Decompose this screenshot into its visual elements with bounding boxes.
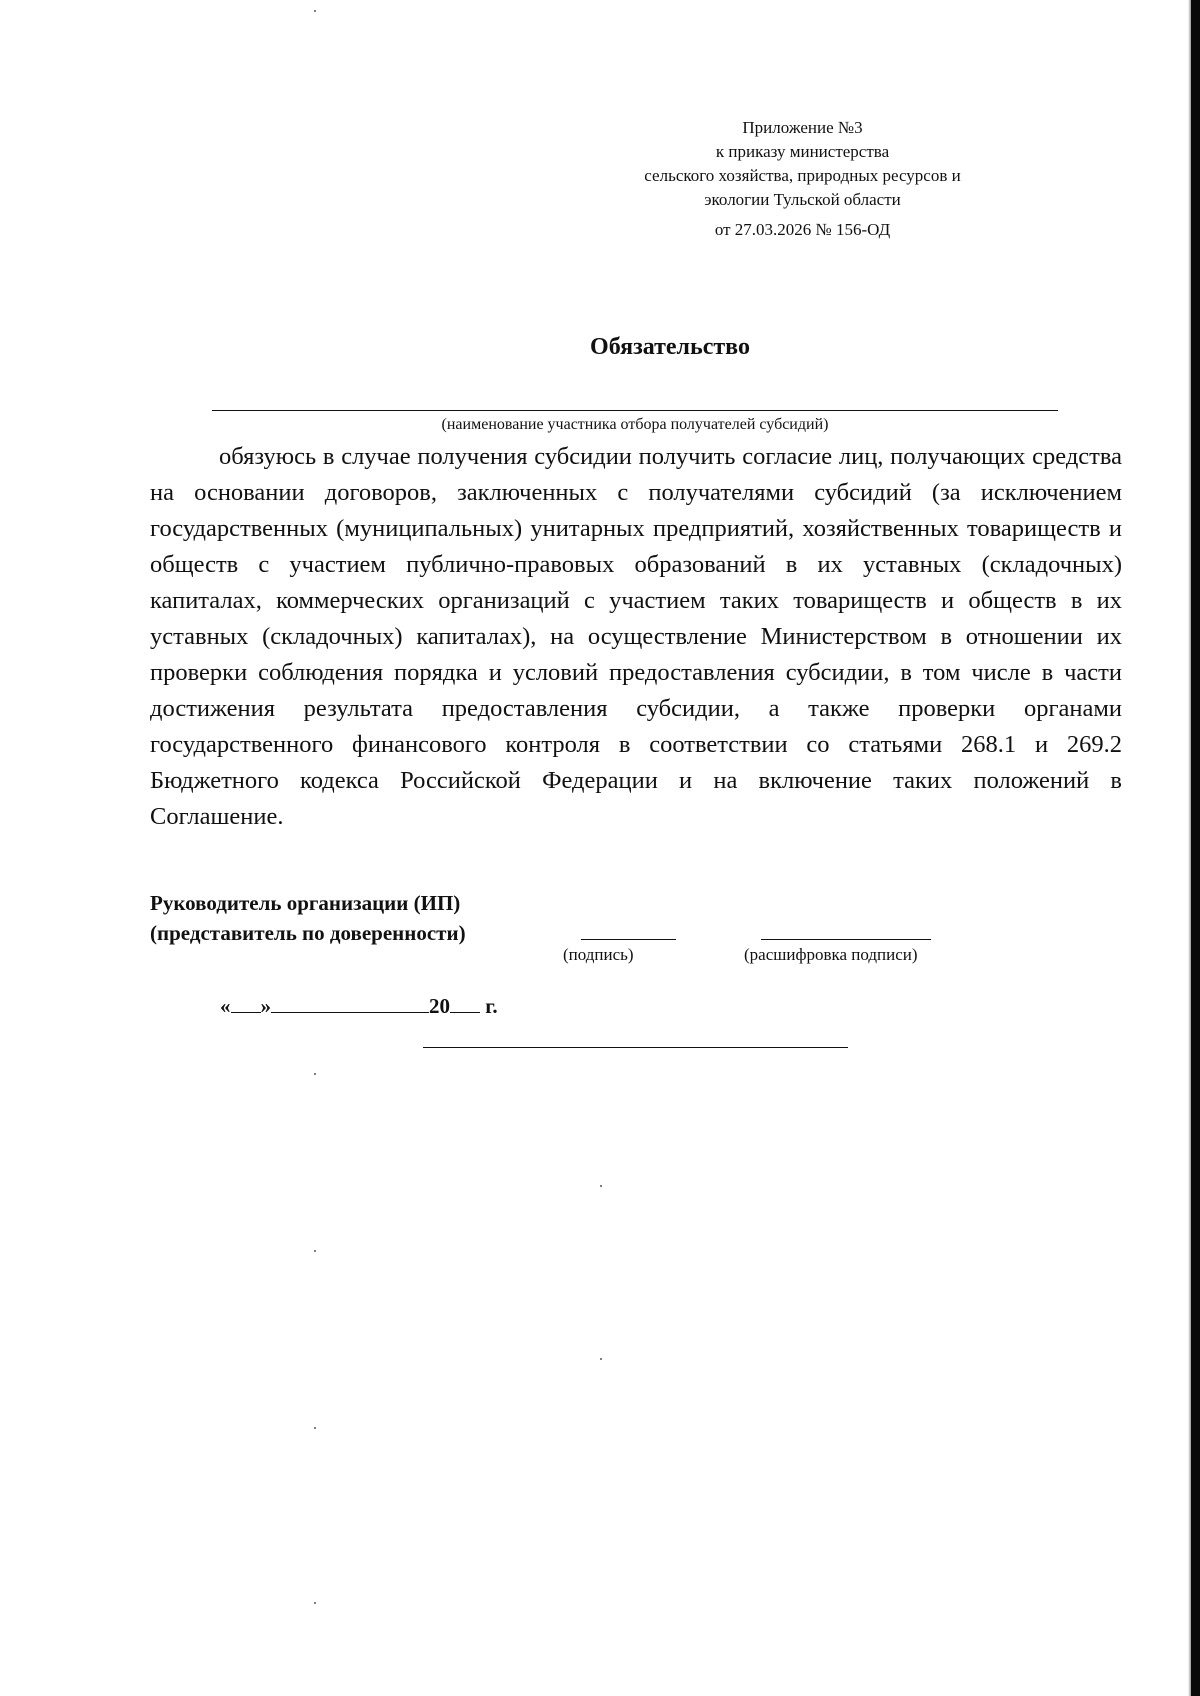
signatory-role (150, 888, 466, 948)
signatory-role-line-2: (представитель по доверенности) (150, 921, 466, 945)
scan-speck (314, 1250, 316, 1252)
date-month-blank (271, 994, 429, 1013)
signature-decode-caption: (расшифровка подписи) (744, 945, 918, 964)
participant-name-caption: (наименование участника отбора получателей субсидий) (441, 416, 829, 433)
scan-edge (1191, 0, 1200, 1696)
signature-decode-line (761, 939, 931, 940)
obligation-text: обязуюсь в случае получения субсидии получить согласие лиц, получающих средства на основании договоров, заключенных с получателями субсидий (за исключением государственных (муниципальных) унитарных предприятий, хозяйственных товариществ и обществ с участием публично-правовых образований в их уставных (складочных) капиталах, коммерческих организаций с участием таких товариществ и обществ в их уставных (складочных) капиталах), на осуществление Министерством в отношении их проверки соблюдения порядка и условий предоставления субсидии, в том числе в части достижения результата предоставления субсидии, а также проверки органами государственного финансового контроля в соответствии со статьями 268.1 и 269.2 Бюджетного кодекса Российской Федерации и на включение таких положений в Соглашение. (150, 443, 1122, 830)
signatory-role-line-1: Руководитель организации (ИП) (150, 891, 461, 915)
signature-caption: (подпись) (563, 945, 634, 964)
scan-speck (314, 1427, 316, 1429)
scan-speck (314, 1602, 316, 1604)
date-year-suffix: г. (485, 994, 498, 1018)
date-open-quote: « (220, 994, 231, 1018)
date-close-quote: » (260, 994, 271, 1018)
date-row (220, 994, 498, 1019)
participant-name-line (212, 410, 1058, 411)
scan-speck (314, 1073, 316, 1075)
scan-speck (600, 1358, 602, 1360)
appendix-region-line: экологии Тульской области (704, 190, 901, 209)
appendix-header (590, 116, 1015, 242)
appendix-order-line: к приказу министерства (715, 142, 890, 161)
date-day-blank (231, 994, 261, 1013)
scan-speck (600, 1185, 602, 1187)
appendix-number: Приложение №3 (742, 118, 863, 137)
signature-line (581, 939, 676, 940)
order-reference: от 27.03.2026 № 156-ОД (714, 220, 891, 239)
appendix-ministry-line: сельского хозяйства, природных ресурсов и (644, 166, 961, 185)
date-century: 20 (429, 994, 450, 1018)
document-title: Обязательство (590, 334, 750, 360)
scan-speck (314, 10, 316, 12)
date-year-blank (450, 994, 480, 1013)
closing-line (423, 1047, 848, 1048)
